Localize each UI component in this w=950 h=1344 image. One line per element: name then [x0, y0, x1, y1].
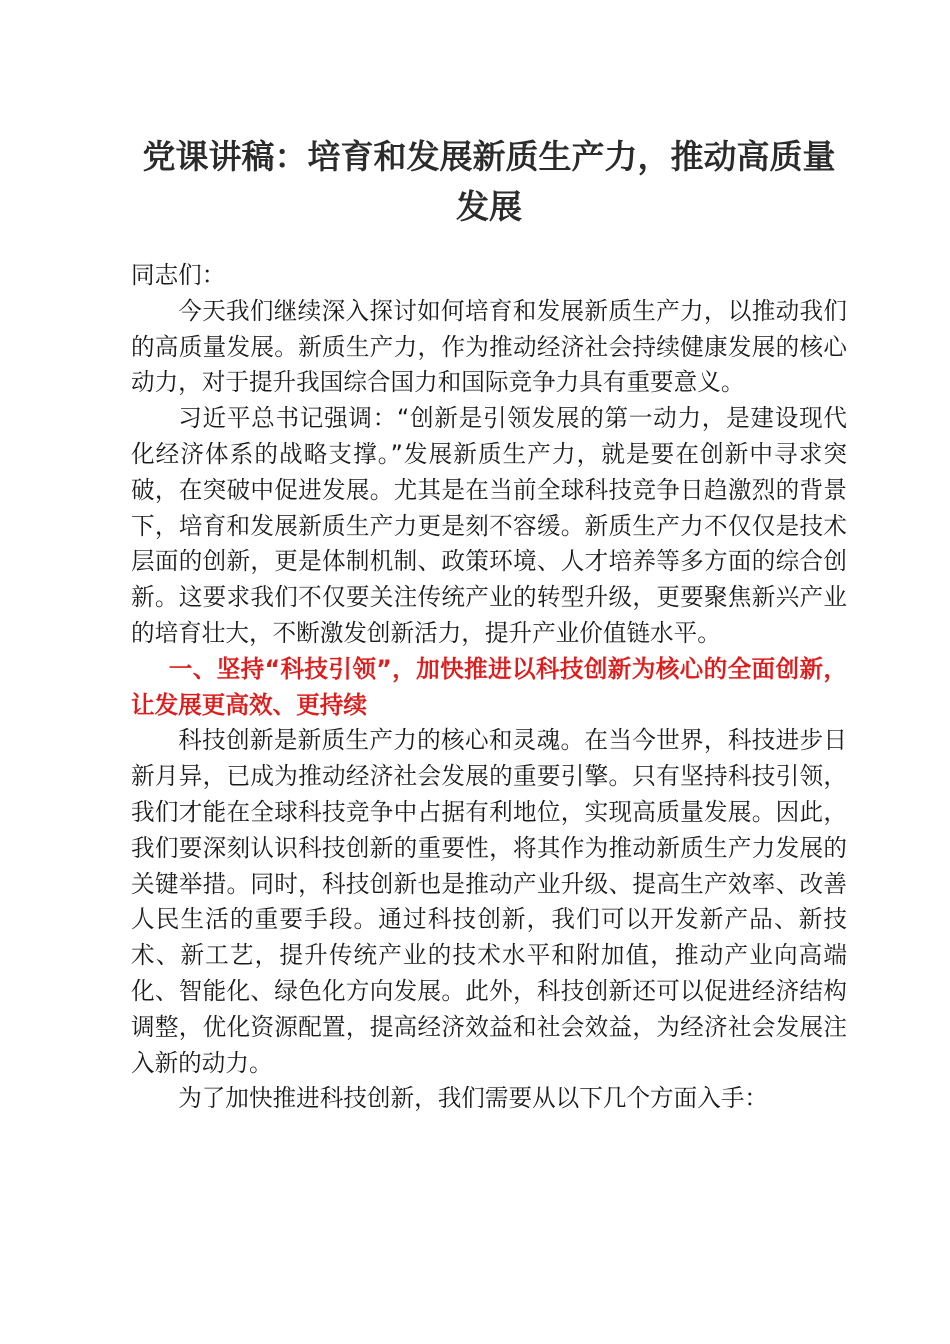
document-title: 党课讲稿：培育和发展新质生产力，推动高质量发展 — [142, 137, 836, 226]
paragraph-tech-innovation: 科技创新是新质生产力的核心和灵魂。在当今世界，科技进步日新月异，已成为推动经济社会发展的重要引擎。只有坚持科技引领，我们才能在全球科技竞争中占据有利地位，实现高质量发展。因此，我们要深刻认识科技创新的重要性，将其作为推动新质生产力发展的关键举措。同时，科技创新也是推动产业升级、提高生产效率、改善人民生活的重要手段。通过科技创新，我们可以开发新产品、新技术、新工艺，提升传统产业的技术水平和附加值，推动产业向高端化、智能化、绿色化方向发展。此外，科技创新还可以促进经济结构调整，优化资源配置，提高经济效益和社会效益，为经济社会发展注入新的动力。 — [131, 726, 847, 1077]
paragraph-measures-intro: 为了加快推进科技创新，我们需要从以下几个方面入手： — [178, 1084, 769, 1113]
salutation: 同志们： — [131, 261, 226, 289]
paragraph-intro: 今天我们继续深入探讨如何培育和发展新质生产力，以推动我们的高质量发展。新质生产力，作为推动经济社会持续健康发展的核心动力，对于提升我国综合国力和国际竞争力具有重要意义。 — [131, 296, 847, 397]
document-page — [131, 132, 847, 1117]
section-heading-1: 一、坚持“科技引领”，加快推进以科技创新为核心的全面创新，让发展更高效、更持续 — [131, 654, 847, 719]
paragraph-quote: 习近平总书记强调：“创新是引领发展的第一动力，是建设现代化经济体系的战略支撑。”发展新质生产力，就是要在创新中寻求突破，在突破中促进发展。尤其是在当前全球科技竞争日趋激烈的背景下，培育和发展新质生产力更是刻不容缓。新质生产力不仅仅是技术层面的创新，更是体制机制、政策环境、人才培养等多方面的综合创新。这要求我们不仅要关注传统产业的转型升级，更要聚焦新兴产业的培育壮大，不断激发创新活力，提升产业价值链水平。 — [131, 404, 847, 647]
